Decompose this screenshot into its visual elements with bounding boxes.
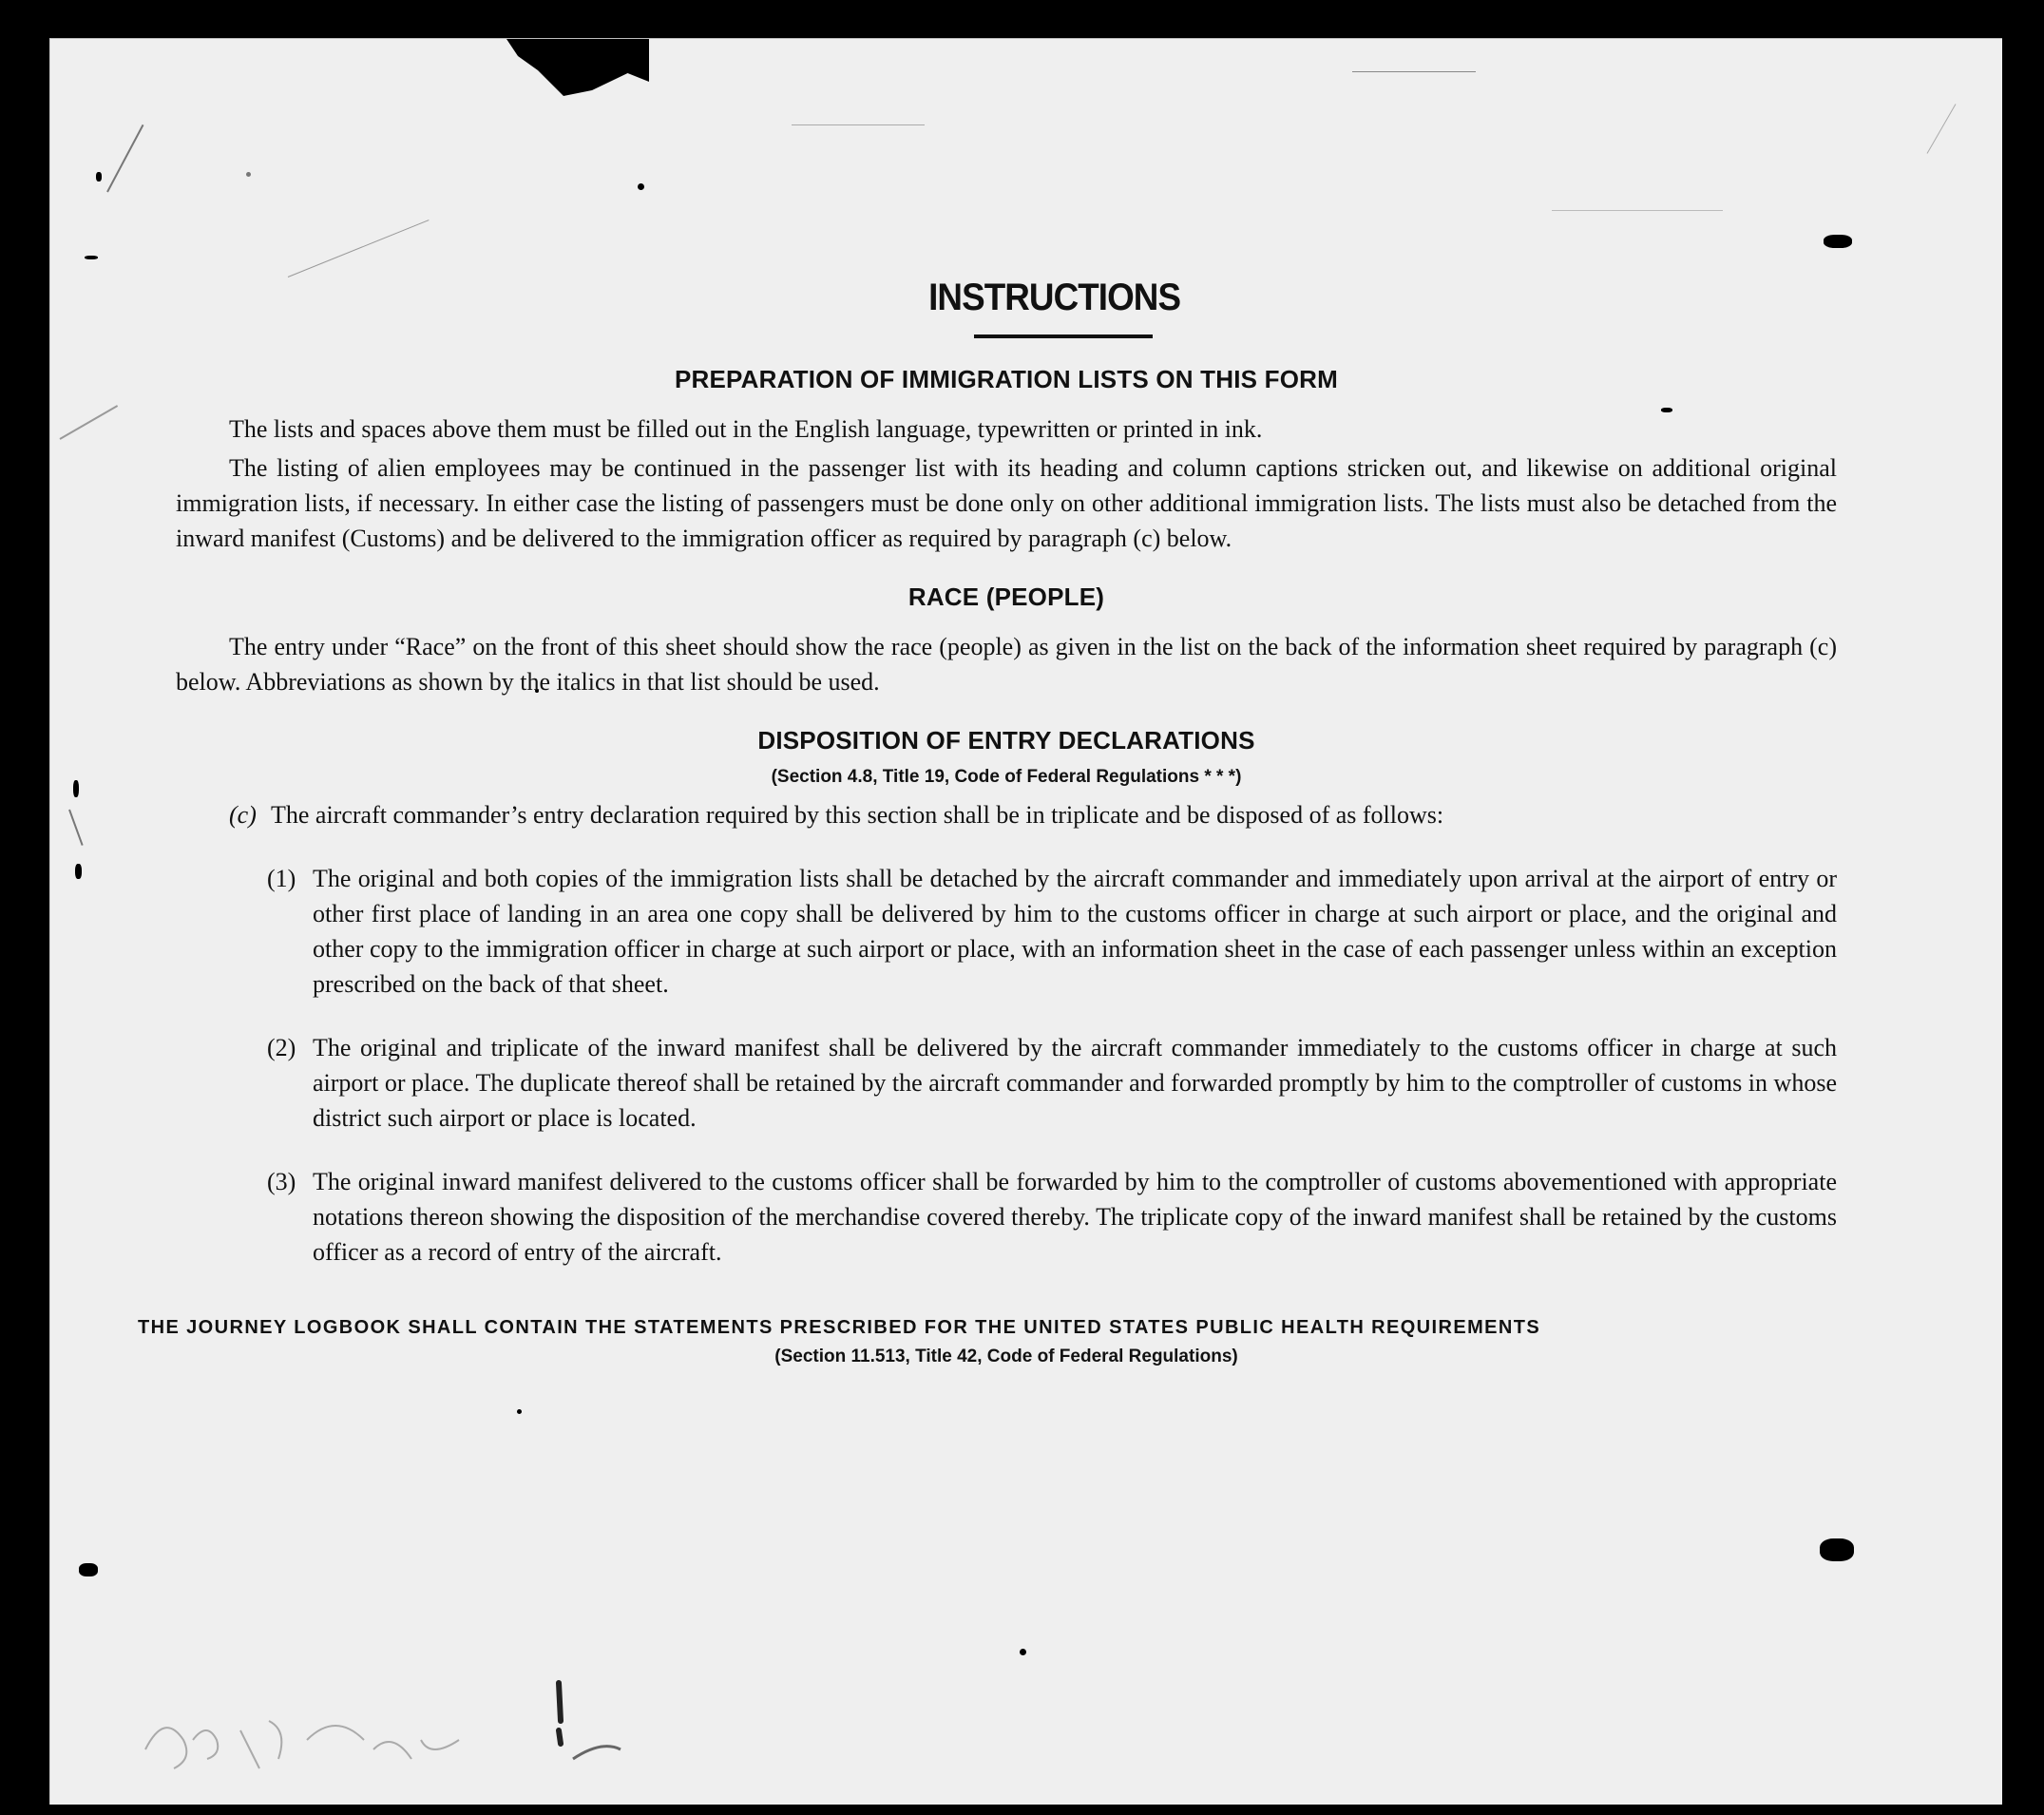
list-item	[267, 1164, 1837, 1270]
pencil-stroke	[68, 810, 84, 846]
pencil-stroke	[60, 405, 119, 440]
instructions-body	[138, 277, 1837, 1367]
pencil-stroke	[792, 124, 925, 125]
ink-speck	[1820, 1538, 1854, 1561]
race-paragraph: The entry under “Race” on the front of this sheet should show the race (people) as given in the list on the back of the information sheet required by paragraph (c) below. Abbreviations as shown by the italics in that list should be used.	[176, 633, 1837, 696]
pencil-stroke	[288, 220, 430, 277]
section-heading-disposition: DISPOSITION OF ENTRY DECLARATIONS	[757, 726, 1255, 755]
clause-text: The aircraft commander’s entry declaration required by this section shall be in triplicate and be disposed of as follows:	[271, 801, 1444, 829]
clause-c	[229, 797, 1837, 832]
ink-speck	[79, 1563, 98, 1576]
pencil-stroke	[106, 124, 143, 193]
document-sheet	[49, 38, 2002, 1805]
ink-speck	[517, 1409, 522, 1414]
ink-speck	[85, 256, 98, 259]
pencil-stroke	[1352, 71, 1476, 72]
torn-corner	[506, 39, 649, 96]
list-item-number: (2)	[267, 1034, 296, 1061]
footer-health-requirements: THE JOURNEY LOGBOOK SHALL CONTAIN THE STATEMENTS PRESCRIBED FOR THE UNITED STATES PUBLIC HEALTH REQUIREMENTS	[138, 1317, 1541, 1338]
preparation-paragraph-2: The listing of alien employees may be continued in the passenger list with its heading and column captions stricken out, and likewise on additional original immigration lists, if necessary. In either case the listing of passengers must be done only on other additional immigration lists. The lists must also be detached from the inward manifest (Customs) and be delivered to the immigration officer as required by paragraph (c) below.	[176, 454, 1837, 552]
ink-speck	[75, 864, 82, 879]
footer-citation: (Section 11.513, Title 42, Code of Federal Regulations)	[774, 1347, 1238, 1366]
pencil-stroke	[1552, 210, 1723, 211]
disposition-citation: (Section 4.8, Title 19, Code of Federal Regulations * * *)	[771, 767, 1242, 787]
ink-speck	[246, 172, 251, 177]
pencil-stroke	[1927, 104, 1957, 153]
list-item	[267, 861, 1837, 1002]
list-item-number: (1)	[267, 865, 296, 892]
title-underline	[974, 334, 1153, 338]
list-item-text: The original and triplicate of the inward manifest shall be delivered by the aircraft commander immediately to the customs officer in charge at such airport or place. The duplicate thereof shall be retained by the aircraft commander and forwarded promptly by him to the comptroller of customs in whose district such airport or place is located.	[313, 1034, 1837, 1132]
ink-speck	[96, 172, 102, 182]
handwritten-signature	[126, 1645, 640, 1787]
page-title: INSTRUCTIONS	[928, 277, 1181, 318]
ink-speck	[1824, 235, 1852, 248]
ink-speck	[73, 780, 79, 797]
list-item-text: The original inward manifest delivered to the customs officer shall be forwarded by him to the comptroller of customs abovementioned with appropriate notations thereon showing the disposition of the merchandise covered thereby. The triplicate copy of the inward manifest shall be retained by the customs officer as a record of entry of the aircraft.	[313, 1168, 1837, 1266]
list-item-text: The original and both copies of the immigration lists shall be detached by the aircraft commander and immediately upon arrival at the airport of entry or other first place of landing in an area one copy shall be delivered by him to the customs officer in charge at such airport or place, and the original and other copy to the immigration officer in charge at such airport or place, with an information sheet in the case of each passenger unless within an exception prescribed on the back of that sheet.	[313, 865, 1837, 998]
clause-label: (c)	[229, 801, 257, 829]
list-item-number: (3)	[267, 1168, 296, 1195]
ink-speck	[1020, 1649, 1026, 1655]
ink-speck	[638, 183, 644, 190]
section-heading-race: RACE (PEOPLE)	[907, 583, 1105, 611]
preparation-paragraph-1: The lists and spaces above them must be filled out in the English language, typewritten or printed in ink.	[229, 415, 1263, 443]
list-item	[267, 1030, 1837, 1136]
section-heading-preparation: PREPARATION OF IMMIGRATION LISTS ON THIS FORM	[675, 365, 1338, 393]
